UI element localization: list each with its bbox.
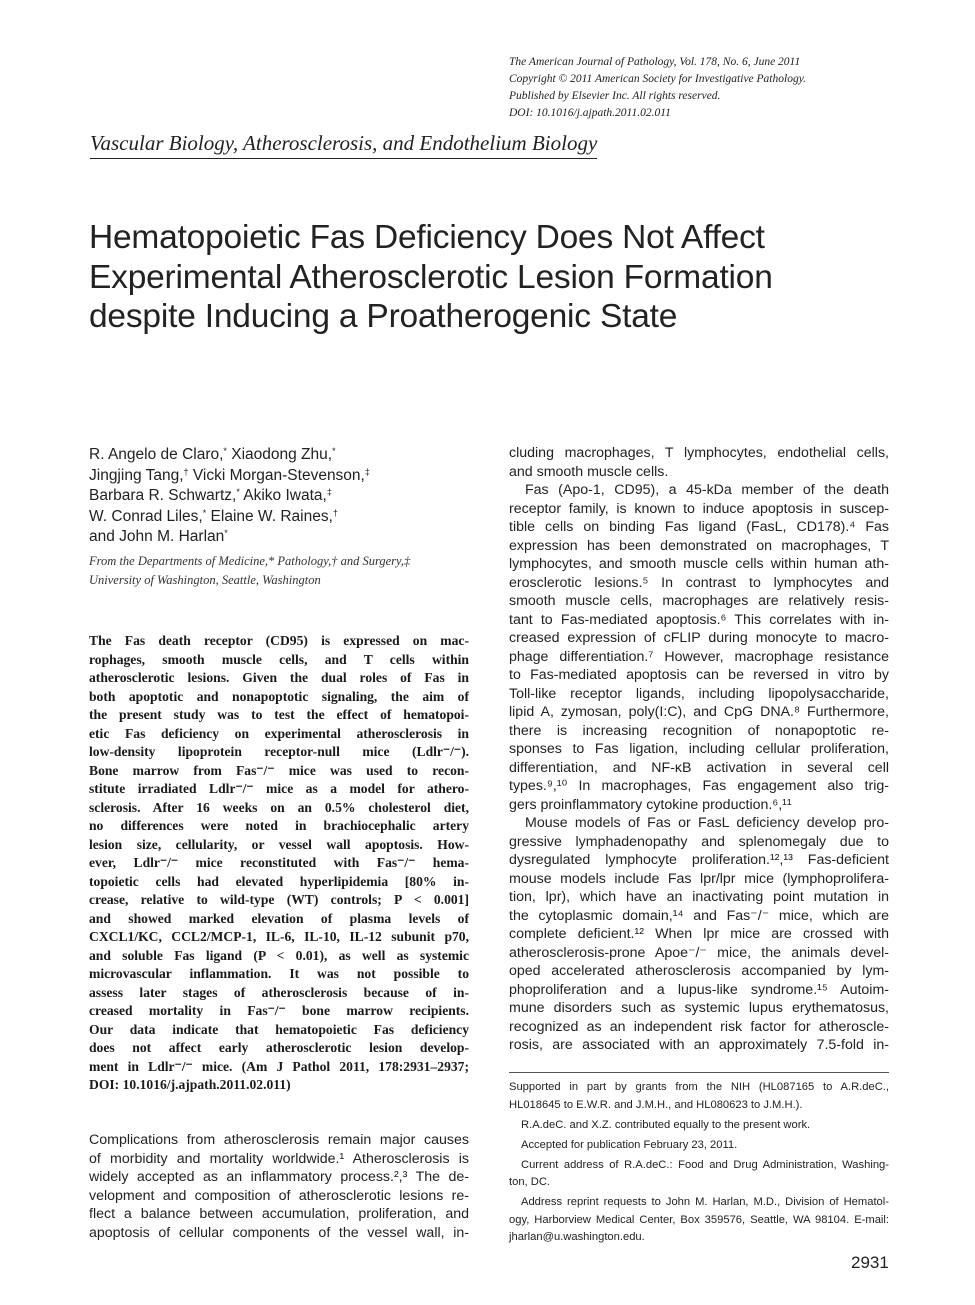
abstract: [89, 632, 469, 1095]
journal-volume: The American Journal of Pathology, Vol. 178, No. 6, June 2011: [509, 56, 801, 68]
abstract-line: atherosclerotic lesions. Given the dual roles of Fas in: [89, 670, 469, 685]
abstract-line: Bone marrow from Fas⁻/⁻ mice was used to recon-: [89, 762, 469, 778]
abstract-line: Our data indicate that hematopoietic Fas deficiency: [89, 1021, 469, 1037]
author-name: Akiko Iwata,: [239, 487, 327, 504]
footnote-line: Supported in part by grants from the NIH (HL087165 to A.R.deC.,: [509, 1081, 889, 1093]
body-line: to Fas-mediated apoptosis can be reversed in vitro by: [509, 667, 889, 683]
abstract-line: both apoptotic and nonapoptotic signaling, the aim of: [89, 688, 469, 704]
affiliation-mark: ‡: [364, 466, 370, 477]
body-line: Toll-like receptor ligands, including lipopolysaccharide,: [509, 685, 889, 702]
body-line: erosclerotic lesions.⁵ In contrast to lymphocytes and: [509, 574, 889, 591]
affiliation-mark: *: [332, 446, 336, 456]
footnotes: [509, 1079, 889, 1249]
body-line: mouse models include Fas lpr/lpr mice (lymphoprolifera-: [509, 870, 889, 887]
funding-footnote: [509, 1079, 889, 1114]
footnote-divider: [509, 1072, 889, 1073]
body-line: tant to Fas-mediated apoptosis.⁶ This correlates with in-: [509, 611, 889, 628]
abstract-line: ever, Ldlr⁻/⁻ mice reconstituted with Fas⁻/⁻ hema-: [89, 855, 469, 870]
body-line: tion, lpr), which have an inactivating point mutation in: [509, 889, 889, 905]
body-line: smooth muscle cells, macrophages are relatively resis-: [509, 593, 889, 609]
affiliation-mark: *: [223, 446, 227, 456]
abstract-line: creased mortality in Fas⁻/⁻ bone marrow recipients.: [89, 1003, 469, 1018]
body-line: atherosclerosis-prone Apoe⁻/⁻ mice, the animals devel-: [509, 944, 889, 961]
author-line: [89, 445, 479, 466]
author-line: [89, 466, 479, 487]
author-name: Vicki Morgan-Stevenson,: [188, 466, 365, 484]
body-line: gressive lymphadenopathy and splenomegaly due to: [509, 833, 889, 850]
body-line: of morbidity and mortality worldwide.¹ Atherosclerosis is: [89, 1150, 469, 1167]
affiliation-line: University of Washington, Seattle, Washington: [89, 572, 321, 587]
affiliation-mark: *: [202, 507, 207, 518]
body-line: Mouse models of Fas or FasL deficiency develop pro-: [525, 815, 889, 831]
body-line: Fas (Apo-1, CD95), a 45-kDa member of the death: [525, 482, 889, 498]
introduction-text: [89, 1131, 469, 1242]
abstract-line: crease, relative to wild-type (WT) controls; P < 0.001]: [89, 892, 469, 907]
body-line: differentiation, and NF-κB activation in several cell: [509, 759, 889, 776]
affiliation-mark: ‡: [326, 487, 332, 497]
abstract-line: low-density lipoprotein receptor-null mice (Ldlr⁻/⁻).: [89, 744, 469, 759]
body-line: gers proinflammatory cytokine production.⁶,¹¹: [509, 796, 792, 813]
body-line: recognized as an independent risk factor for atheroscle-: [509, 1018, 889, 1035]
body-line: apoptosis of cellular components of the vessel wall, in-: [89, 1224, 469, 1241]
abstract-line: CXCL1/KC, CCL2/MCP-1, IL-6, IL-10, IL-12 subunit p70,: [89, 929, 469, 944]
author-name: Xiaodong Zhu,: [226, 446, 333, 463]
body-line: lymphocytes, and smooth muscle cells within human ath-: [509, 556, 889, 572]
abstract-line: lesion size, cellularity, or vessel wall apoptosis. How-: [89, 836, 469, 852]
author-list: [89, 445, 479, 548]
author-name: Barbara R. Schwartz,: [89, 487, 237, 504]
body-line: velopment and composition of atherosclerotic lesions re-: [89, 1187, 469, 1204]
footnote-line: ton, DC.: [509, 1176, 551, 1188]
body-line: complete deficient.¹² When lpr mice are crossed with: [509, 926, 889, 942]
author-line: [89, 507, 479, 528]
abstract-line: no differences were noted in brachiocephalic artery: [89, 818, 469, 833]
body-line: rosis, are associated with an approximately 7.5-fold in-: [509, 1037, 889, 1053]
body-line: oped accelerated atherosclerosis accompanied by lym-: [509, 963, 889, 979]
article-title: [89, 218, 889, 337]
author-name: Jingjing Tang,: [89, 466, 184, 484]
body-line: mune disorders such as systemic lupus erythematosus,: [509, 1000, 889, 1016]
footnote-line: Current address of R.A.deC.: Food and Drug Administration, Washing-: [521, 1158, 889, 1171]
body-line: sponses to Fas ligation, including cellular proliferation,: [509, 741, 889, 757]
address-footnote: [509, 1157, 889, 1192]
abstract-line: DOI: 10.1016/j.ajpath.2011.02.011): [89, 1077, 291, 1092]
abstract-line: The Fas death receptor (CD95) is expressed on mac-: [89, 633, 469, 648]
body-line: tible cells on binding Fas ligand (FasL, CD178).⁴ Fas: [509, 519, 889, 535]
affiliation-mark: †: [332, 507, 338, 518]
author-name: W. Conrad Liles,: [89, 507, 203, 525]
title-line: Hematopoietic Fas Deficiency Does Not Affect: [89, 219, 765, 256]
abstract-line: ment in Ldlr⁻/⁻ mice. (Am J Pathol 2011, 178:2931–2937;: [89, 1058, 469, 1074]
body-line: the cytoplasmic domain,¹⁴ and Fas⁻/⁻ mice, which are: [509, 907, 889, 924]
affiliation-mark: *: [236, 487, 240, 497]
abstract-line: etic Fas deficiency on experimental atherosclerosis in: [89, 725, 469, 741]
author-line: [89, 527, 479, 548]
body-line: flect a balance between accumulation, proliferation, and: [89, 1206, 469, 1222]
journal-citation: [509, 54, 869, 122]
title-line: Experimental Atherosclerotic Lesion Formation: [89, 258, 773, 296]
body-line: phage differentiation.⁷ However, macrophage resistance: [509, 648, 889, 665]
email-link[interactable]: jharlan@u.washington.edu.: [509, 1231, 645, 1243]
accepted-footnote: Accepted for publication February 23, 2011.: [521, 1138, 738, 1151]
journal-publisher: Published by Elsevier Inc. All rights reserved.: [509, 90, 721, 102]
journal-copyright: Copyright © 2011 American Society for Investigative Pathology.: [509, 73, 807, 85]
body-line: receptor family, is known to induce apoptosis in suscep-: [509, 500, 889, 517]
abstract-line: and showed marked elevation of plasma levels of: [89, 910, 469, 926]
body-line: and smooth muscle cells.: [509, 463, 669, 480]
title-line: despite Inducing a Proatherogenic State: [89, 298, 678, 335]
contribution-footnote: R.A.deC. and X.Z. contributed equally to the present work.: [521, 1118, 811, 1131]
footnote-line: Address reprint requests to John M. Harlan, M.D., Division of Hematol-: [521, 1196, 889, 1208]
abstract-line: microvascular inflammation. It was not possible to: [89, 966, 469, 981]
section-heading: Vascular Biology, Atherosclerosis, and Endothelium Biology: [90, 131, 597, 159]
footnote-line: HL018645 to E.W.R. and J.M.H., and HL080623 to J.M.H.).: [509, 1098, 803, 1111]
page-number: 2931: [851, 1253, 889, 1272]
author-name: R. Angelo de Claro,: [89, 446, 224, 463]
affiliation-mark: †: [183, 466, 189, 477]
body-line: cluding macrophages, T lymphocytes, endothelial cells,: [509, 445, 889, 461]
journal-doi: DOI: 10.1016/j.ajpath.2011.02.011: [509, 107, 671, 119]
body-line: Complications from atherosclerosis remain major causes: [89, 1132, 469, 1148]
author-line: [89, 486, 479, 507]
abstract-line: assess later stages of atherosclerosis because of in-: [89, 984, 469, 1000]
author-name: Elaine W. Raines,: [206, 507, 333, 525]
body-line: phoproliferation and a lupus-like syndrome.¹⁵ Autoim-: [509, 981, 889, 998]
abstract-line: sclerosis. After 16 weeks on an 0.5% cholesterol diet,: [89, 799, 469, 815]
abstract-line: rophages, smooth muscle cells, and T cells within: [89, 651, 469, 667]
affiliation-line: From the Departments of Medicine,* Pathology,† and Surgery,‡: [89, 554, 411, 568]
abstract-line: the present study was to test the effect of hematopoi-: [89, 707, 469, 722]
author-name: and John M. Harlan: [89, 528, 225, 545]
abstract-line: and soluble Fas ligand (P < 0.01), as well as systemic: [89, 947, 469, 963]
abstract-line: topoietic cells had elevated hyperlipidemia [80% in-: [89, 873, 469, 889]
body-line: lipid A, zymosan, poly(I:C), and CpG DNA.⁸ Furthermore,: [509, 704, 889, 720]
body-line: types.⁹,¹⁰ In macrophages, Fas engagement also trig-: [509, 778, 889, 794]
body-line: widely accepted as an inflammatory process.²,³ The de-: [89, 1169, 469, 1185]
reprint-footnote: [509, 1194, 889, 1247]
body-line: there is increasing recognition of nonapoptotic re-: [509, 722, 889, 739]
abstract-line: does not affect early atherosclerotic lesion develop-: [89, 1040, 469, 1055]
affiliation: [89, 552, 479, 589]
abstract-line: stitute irradiated Ldlr⁻/⁻ mice as a model for athero-: [89, 781, 469, 796]
body-line: dysregulated lymphocyte proliferation.¹²,¹³ Fas-deficient: [509, 852, 889, 868]
right-column-text: [509, 444, 889, 1055]
body-line: creased expression of cFLIP during monocyte to macro-: [509, 630, 889, 646]
body-line: expression has been demonstrated on macrophages, T: [509, 537, 889, 554]
affiliation-mark: *: [224, 528, 228, 538]
footnote-line: ogy, Harborview Medical Center, Box 359576, Seattle, WA 98104. E-mail:: [509, 1213, 889, 1226]
